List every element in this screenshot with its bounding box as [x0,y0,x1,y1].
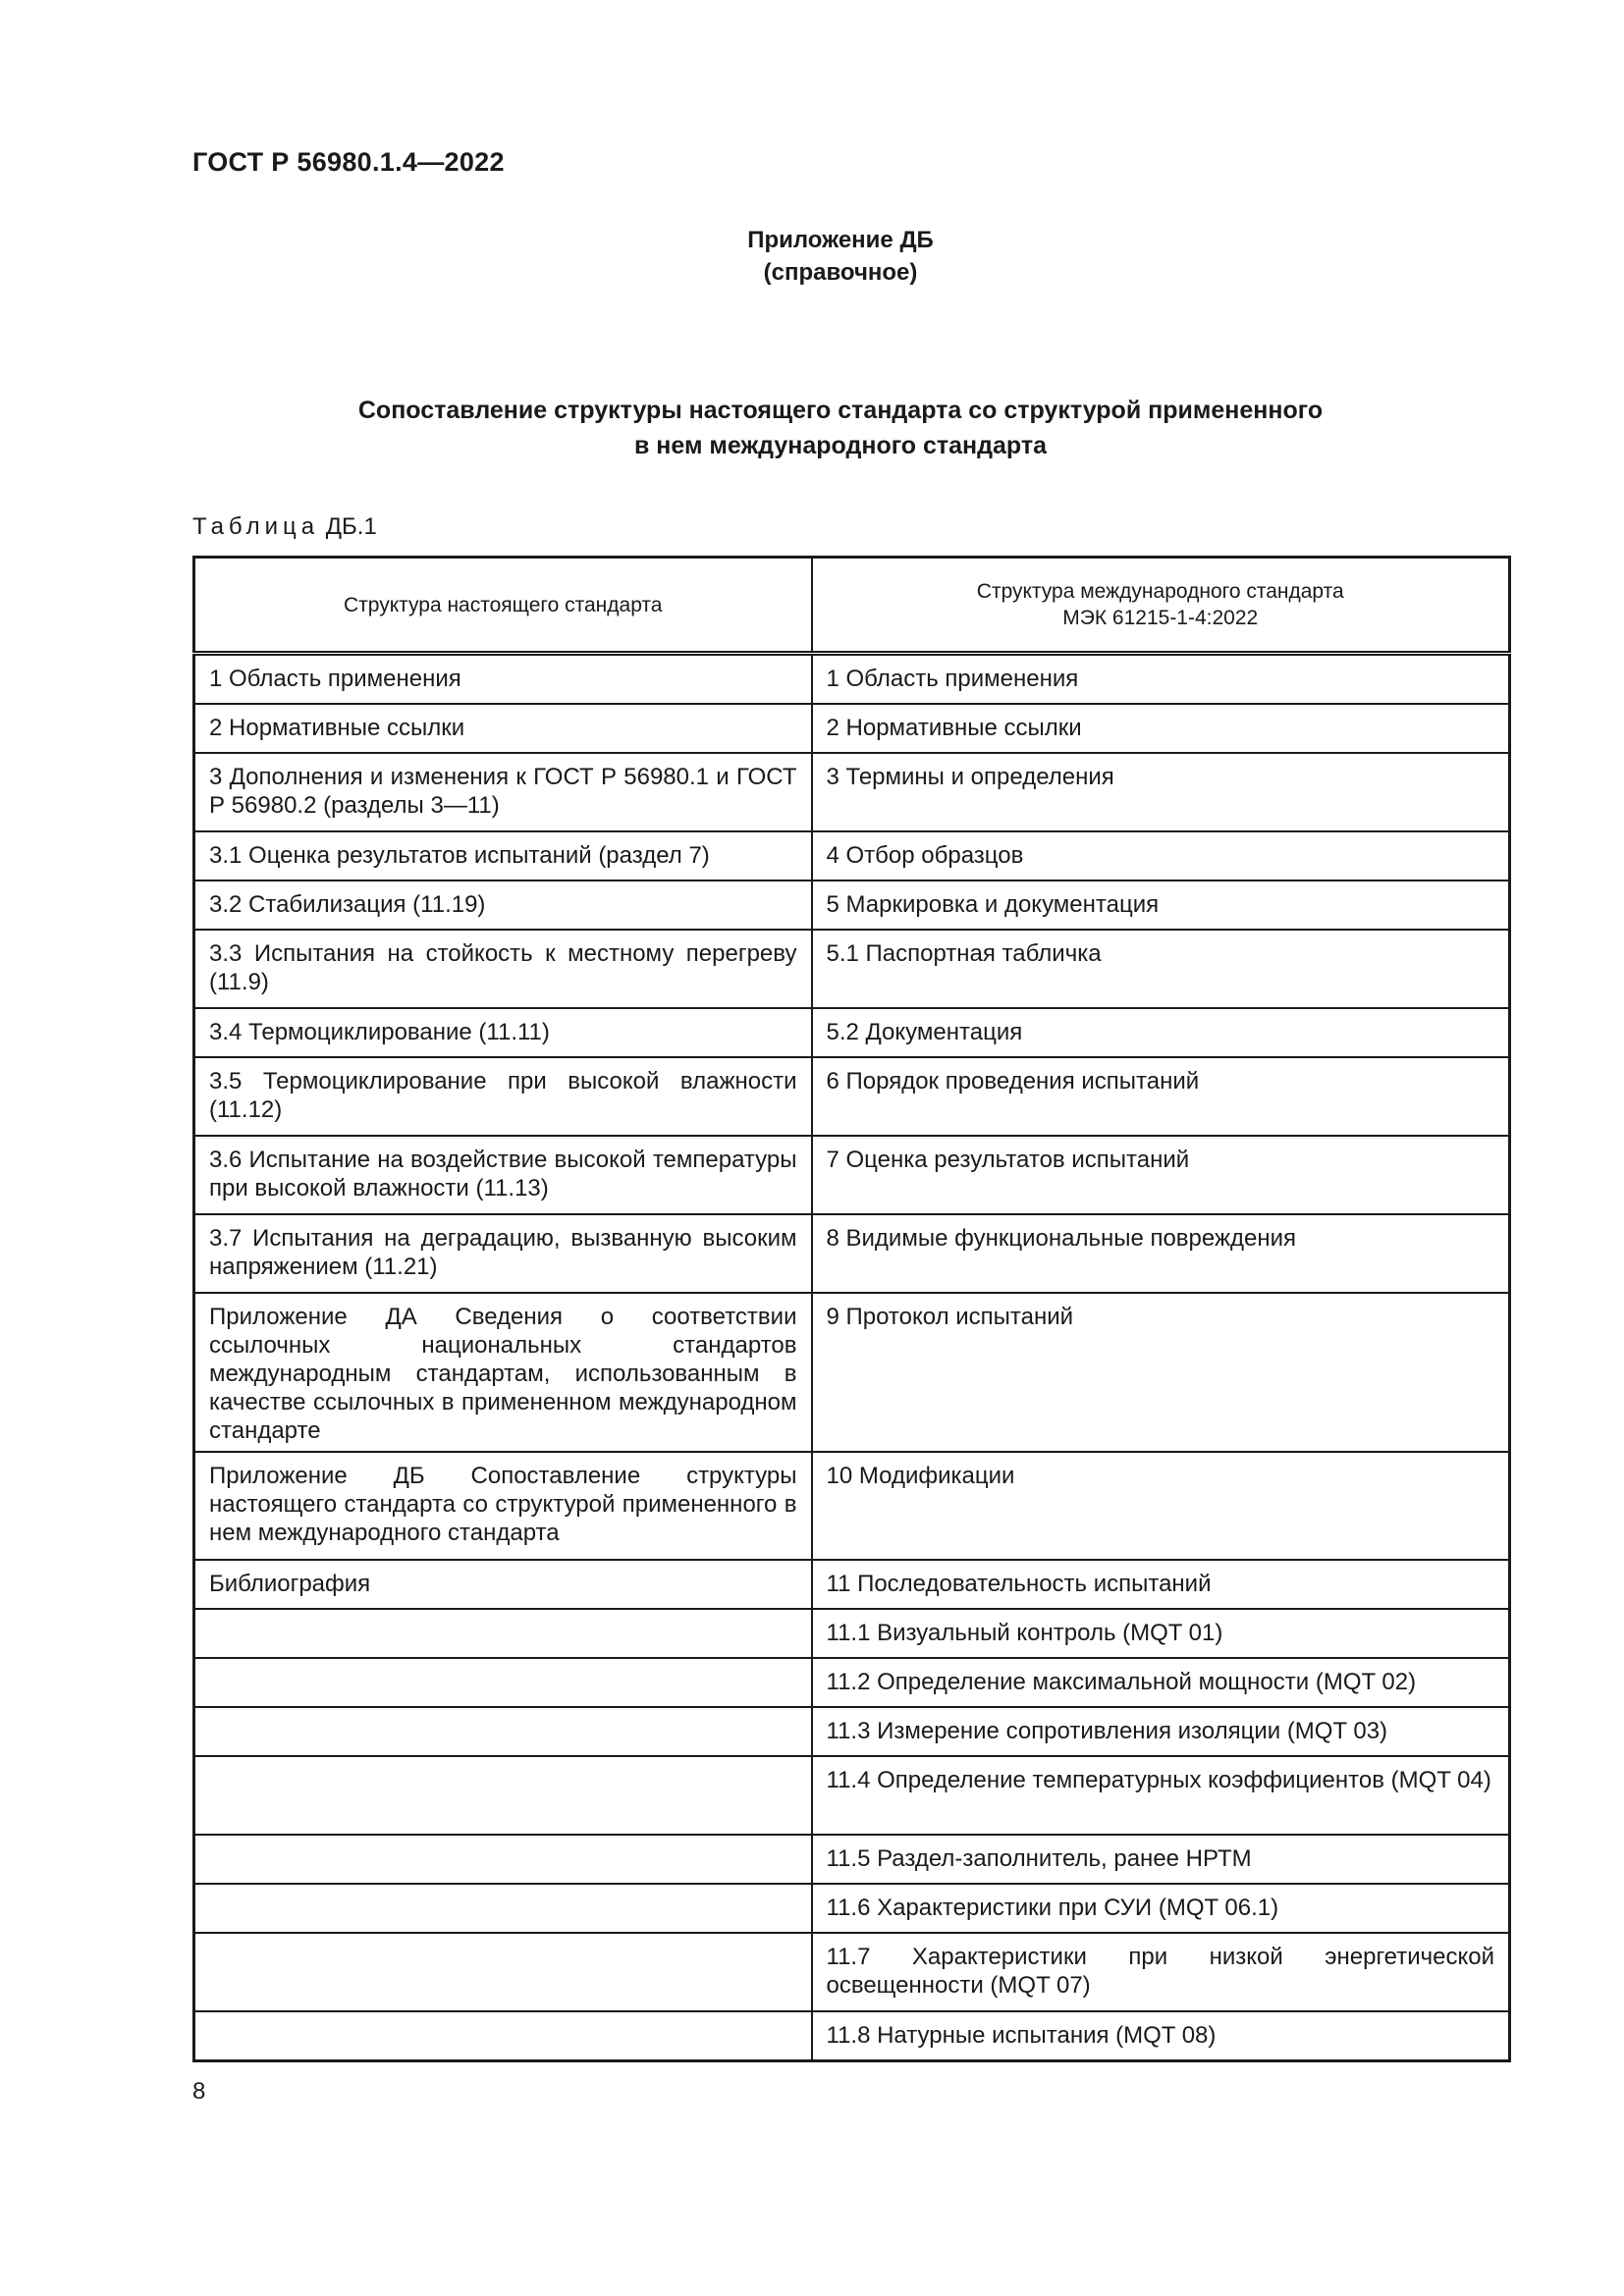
cell-national: Библиография [194,1560,812,1609]
table-row [194,1214,1510,1293]
cell-international: 3 Термины и определения [812,753,1510,831]
cell-national: 3.7 Испытания на деградацию, вызванную высоким напряжением (11.21) [194,1214,812,1293]
table-row [194,1560,1510,1609]
table-row [194,654,1510,705]
annex-kind: (справочное) [763,259,918,286]
cell-international: 4 Отбор образцов [812,831,1510,881]
header-international-line-2: МЭК 61215-1-4:2022 [1062,607,1259,629]
cell-international: 5.1 Паспортная табличка [812,930,1510,1008]
table-row [194,1057,1510,1136]
cell-national: 3.2 Стабилизация (11.19) [194,881,812,930]
cell-national [194,1609,812,1658]
table-row [194,1293,1510,1452]
title-line-2: в нем международного стандарта [633,432,1048,459]
cell-national [194,2011,812,2061]
table-caption [192,512,377,542]
cell-national [194,1835,812,1884]
cell-national: Приложение ДБ Сопоставление структуры настоящего стандарта со структурой примененного в нем международного стандарта [194,1452,812,1560]
cell-international: 11.8 Натурные испытания (MQT 08) [812,2011,1510,2061]
table-row [194,1452,1510,1560]
cell-international: 11.7 Характеристики при низкой энергетической освещенности (MQT 07) [812,1933,1510,2011]
cell-international: 11.2 Определение максимальной мощности (MQT 02) [812,1658,1510,1707]
cell-national: Приложение ДА Сведения о соответствии ссылочных национальных стандартов международным стандартам, использованным в качестве ссылочных в примененном международном стандарте [194,1293,812,1452]
table-row [194,753,1510,831]
cell-international: 11.4 Определение температурных коэффициентов (MQT 04) [812,1756,1510,1835]
cell-international: 11.5 Раздел-заполнитель, ранее НРТМ [812,1835,1510,1884]
cell-national [194,1658,812,1707]
table-row [194,1658,1510,1707]
table-row [194,881,1510,930]
cell-national [194,1933,812,2011]
table-row [194,1008,1510,1057]
annex-title: Приложение ДБ [747,227,934,253]
comparison-table [192,556,1511,2062]
cell-international: 10 Модификации [812,1452,1510,1560]
cell-national: 3.1 Оценка результатов испытаний (раздел 7) [194,831,812,881]
table-row [194,1835,1510,1884]
document-id: ГОСТ Р 56980.1.4—2022 [192,147,505,177]
cell-national: 2 Нормативные ссылки [194,704,812,753]
cell-international: 2 Нормативные ссылки [812,704,1510,753]
table-row [194,831,1510,881]
table-row [194,1136,1510,1214]
cell-national: 1 Область применения [194,654,812,705]
header-national-structure: Структура настоящего стандарта [194,558,812,654]
cell-national: 3.5 Термоциклирование при высокой влажности (11.12) [194,1057,812,1136]
cell-national: 3 Дополнения и изменения к ГОСТ Р 56980.1 и ГОСТ Р 56980.2 (разделы 3—11) [194,753,812,831]
cell-international: 9 Протокол испытаний [812,1293,1510,1452]
table-row [194,1884,1510,1933]
cell-international: 7 Оценка результатов испытаний [812,1136,1510,1214]
cell-international: 5.2 Документация [812,1008,1510,1057]
table-header-row [194,558,1510,654]
cell-national [194,1756,812,1835]
title-line-1: Сопоставление структуры настоящего стандарта со структурой примененного [357,397,1324,424]
cell-national: 3.4 Термоциклирование (11.11) [194,1008,812,1057]
cell-national [194,1707,812,1756]
cell-national: 3.3 Испытания на стойкость к местному перегреву (11.9) [194,930,812,1008]
header-international-structure [812,558,1510,654]
cell-international: 11.3 Измерение сопротивления изоляции (MQT 03) [812,1707,1510,1756]
table-row [194,704,1510,753]
table-caption-word: Таблица [192,513,320,540]
table-row [194,930,1510,1008]
cell-international: 5 Маркировка и документация [812,881,1510,930]
table-caption-number: ДБ.1 [325,513,377,540]
table-row [194,1933,1510,2011]
table-row [194,1609,1510,1658]
cell-international: 8 Видимые функциональные повреждения [812,1214,1510,1293]
cell-international: 6 Порядок проведения испытаний [812,1057,1510,1136]
annex-main-title [192,393,1489,463]
table-row [194,1707,1510,1756]
cell-international: 1 Область применения [812,654,1510,705]
cell-international: 11.6 Характеристики при СУИ (MQT 06.1) [812,1884,1510,1933]
header-international-line-1: Структура международного стандарта [976,580,1344,603]
cell-national [194,1884,812,1933]
cell-international: 11 Последовательность испытаний [812,1560,1510,1609]
cell-international: 11.1 Визуальный контроль (MQT 01) [812,1609,1510,1658]
page-number: 8 [192,2078,206,2105]
cell-national: 3.6 Испытание на воздействие высокой температуры при высокой влажности (11.13) [194,1136,812,1214]
table-row [194,1756,1510,1835]
annex-heading [192,224,1489,289]
table-row [194,2011,1510,2061]
